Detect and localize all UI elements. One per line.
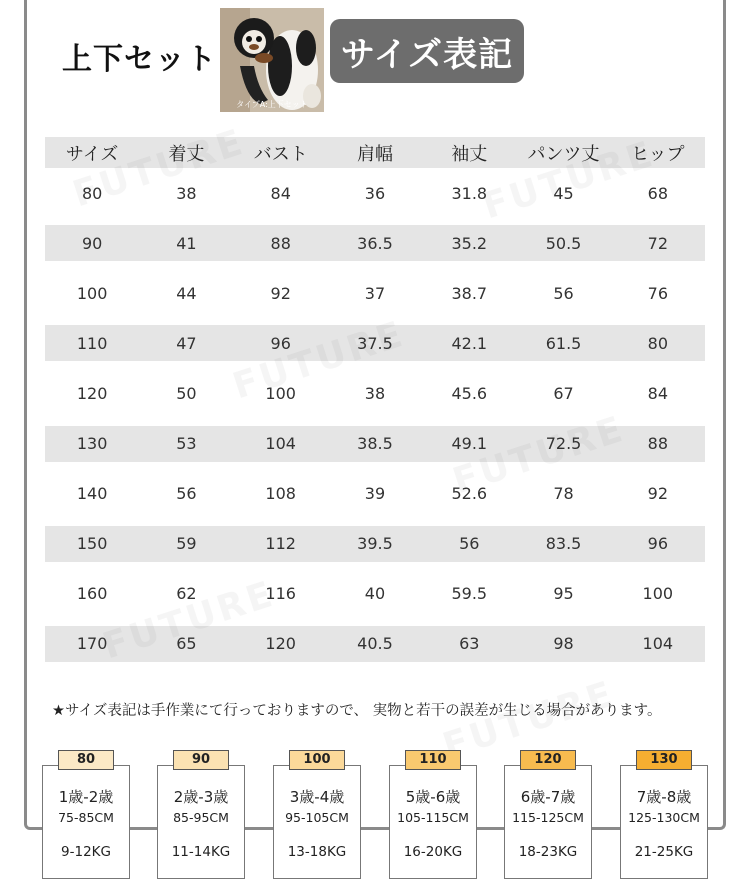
size-table — [45, 137, 705, 669]
table-header-row — [45, 137, 705, 168]
card-height: 125-130CM — [628, 810, 700, 825]
table-cell: 78 — [553, 484, 574, 504]
table-cell: 59.5 — [451, 584, 488, 604]
card-age: 7歳-8歳 — [636, 788, 692, 806]
table-cell: 41 — [176, 233, 197, 253]
table-cell: 65 — [176, 634, 197, 654]
table-cell: 120 — [265, 634, 296, 654]
card-size-tag: 110 — [405, 750, 461, 770]
table-row — [45, 469, 705, 519]
table-cell: 37.5 — [357, 333, 393, 353]
table-cell: 88 — [647, 434, 668, 454]
table-cell: 80 — [647, 333, 668, 353]
card-age: 3歳-4歳 — [289, 788, 345, 806]
table-row — [45, 426, 705, 462]
table-cell: 80 — [81, 183, 103, 203]
card-size-tag: 130 — [636, 750, 692, 770]
table-cell: 39.5 — [357, 534, 393, 554]
column-header: 着丈 — [168, 143, 205, 165]
table-cell: 44 — [176, 283, 197, 303]
table-cell: 45.6 — [451, 383, 488, 403]
table-cell: 72 — [647, 233, 668, 253]
table-cell: 130 — [76, 434, 108, 454]
column-header: 肩幅 — [356, 143, 393, 165]
table-cell: 96 — [647, 534, 668, 554]
table-cell: 100 — [76, 283, 108, 303]
card-size-tag: 100 — [289, 750, 345, 770]
table-cell: 150 — [76, 534, 108, 554]
table-cell: 38.7 — [451, 283, 488, 303]
table-cell: 59 — [176, 534, 197, 554]
table-cell: 98 — [553, 634, 574, 654]
table-cell: 40.5 — [357, 634, 393, 654]
page-title: 上下セット — [62, 42, 217, 77]
card-weight: 9-12KG — [61, 844, 111, 860]
card-weight: 21-25KG — [634, 844, 694, 860]
table-cell: 38.5 — [357, 434, 393, 454]
column-header: パンツ丈 — [527, 143, 600, 165]
table-row — [45, 225, 705, 261]
table-cell: 42.1 — [451, 333, 488, 353]
table-cell: 36.5 — [357, 233, 393, 253]
table-cell: 35.2 — [451, 233, 488, 253]
table-cell: 116 — [265, 584, 296, 604]
table-cell: 100 — [642, 584, 674, 604]
table-cell: 61.5 — [545, 333, 582, 353]
card-weight: 16-20KG — [403, 844, 463, 860]
table-cell: 112 — [265, 534, 296, 554]
card-weight: 13-18KG — [287, 844, 347, 860]
table-cell: 52.6 — [451, 484, 488, 504]
card-height: 75-85CM — [58, 810, 114, 825]
photo-caption: タイプA:上下セット — [236, 100, 308, 109]
age-size-cards — [0, 750, 750, 887]
table-cell: 90 — [81, 233, 103, 253]
table-row — [45, 325, 705, 361]
table-cell: 160 — [76, 584, 108, 604]
table-cell: 84 — [270, 183, 291, 203]
table-cell: 170 — [76, 634, 108, 654]
table-cell: 67 — [553, 383, 574, 403]
table-cell: 50 — [176, 383, 197, 403]
card-weight: 11-14KG — [171, 844, 231, 860]
table-cell: 92 — [647, 484, 668, 504]
table-cell: 76 — [647, 283, 668, 303]
table-cell: 88 — [270, 233, 291, 253]
table-cell: 40 — [364, 584, 386, 604]
table-cell: 39 — [364, 484, 386, 504]
table-cell: 45 — [553, 183, 574, 203]
table-row — [45, 368, 705, 418]
table-cell: 140 — [76, 484, 108, 504]
card-size-tag: 90 — [173, 750, 229, 770]
table-cell: 110 — [76, 333, 108, 353]
table-cell: 50.5 — [545, 233, 582, 253]
penguin-costume-image — [220, 8, 324, 112]
card-weight: 18-23KG — [518, 844, 578, 860]
card-age: 5歳-6歳 — [405, 788, 461, 806]
card-age: 6歳-7歳 — [520, 788, 576, 806]
table-cell: 108 — [265, 484, 296, 504]
table-cell: 68 — [647, 183, 668, 203]
table-row — [45, 626, 705, 662]
table-cell: 84 — [647, 383, 668, 403]
table-cell: 47 — [176, 333, 197, 353]
size-chart-badge: サイズ表記 — [330, 19, 524, 83]
table-cell: 36 — [364, 183, 386, 203]
table-cell: 49.1 — [451, 434, 488, 454]
table-cell: 92 — [270, 283, 291, 303]
table-cell: 100 — [265, 383, 296, 403]
card-height: 105-115CM — [397, 810, 469, 825]
table-cell: 53 — [176, 434, 197, 454]
disclaimer-note: ★サイズ表記は手作業にて行っておりますので、 実物と若干の誤差が生じる場合があります。 — [52, 703, 662, 719]
card-height: 115-125CM — [512, 810, 584, 825]
card-height: 85-95CM — [173, 810, 229, 825]
table-cell: 83.5 — [545, 534, 582, 554]
product-photo — [220, 8, 324, 112]
table-cell: 56 — [553, 283, 574, 303]
table-cell: 62 — [176, 584, 197, 604]
card-age: 1歳-2歳 — [58, 788, 114, 806]
table-row — [45, 168, 705, 218]
table-cell: 38 — [176, 183, 197, 203]
table-cell: 72.5 — [545, 434, 582, 454]
table-cell: 37 — [364, 283, 386, 303]
table-cell: 104 — [265, 434, 296, 454]
table-row — [45, 268, 705, 318]
card-size-tag: 80 — [58, 750, 114, 770]
table-cell: 31.8 — [451, 183, 488, 203]
column-header: サイズ — [65, 143, 119, 165]
table-cell: 63 — [459, 634, 480, 654]
table-cell: 95 — [553, 584, 574, 604]
card-size-tag: 120 — [520, 750, 576, 770]
column-header: 袖丈 — [451, 143, 488, 165]
table-cell: 38 — [364, 383, 386, 403]
table-cell: 120 — [76, 383, 108, 403]
table-cell: 56 — [176, 484, 197, 504]
table-cell: 96 — [270, 333, 291, 353]
column-header: ヒップ — [631, 143, 685, 165]
table-cell: 104 — [642, 634, 674, 654]
table-cell: 56 — [459, 534, 480, 554]
table-row — [45, 526, 705, 562]
card-height: 95-105CM — [285, 810, 349, 825]
table-row — [45, 569, 705, 619]
card-age: 2歳-3歳 — [173, 788, 229, 806]
column-header: バスト — [253, 143, 308, 165]
